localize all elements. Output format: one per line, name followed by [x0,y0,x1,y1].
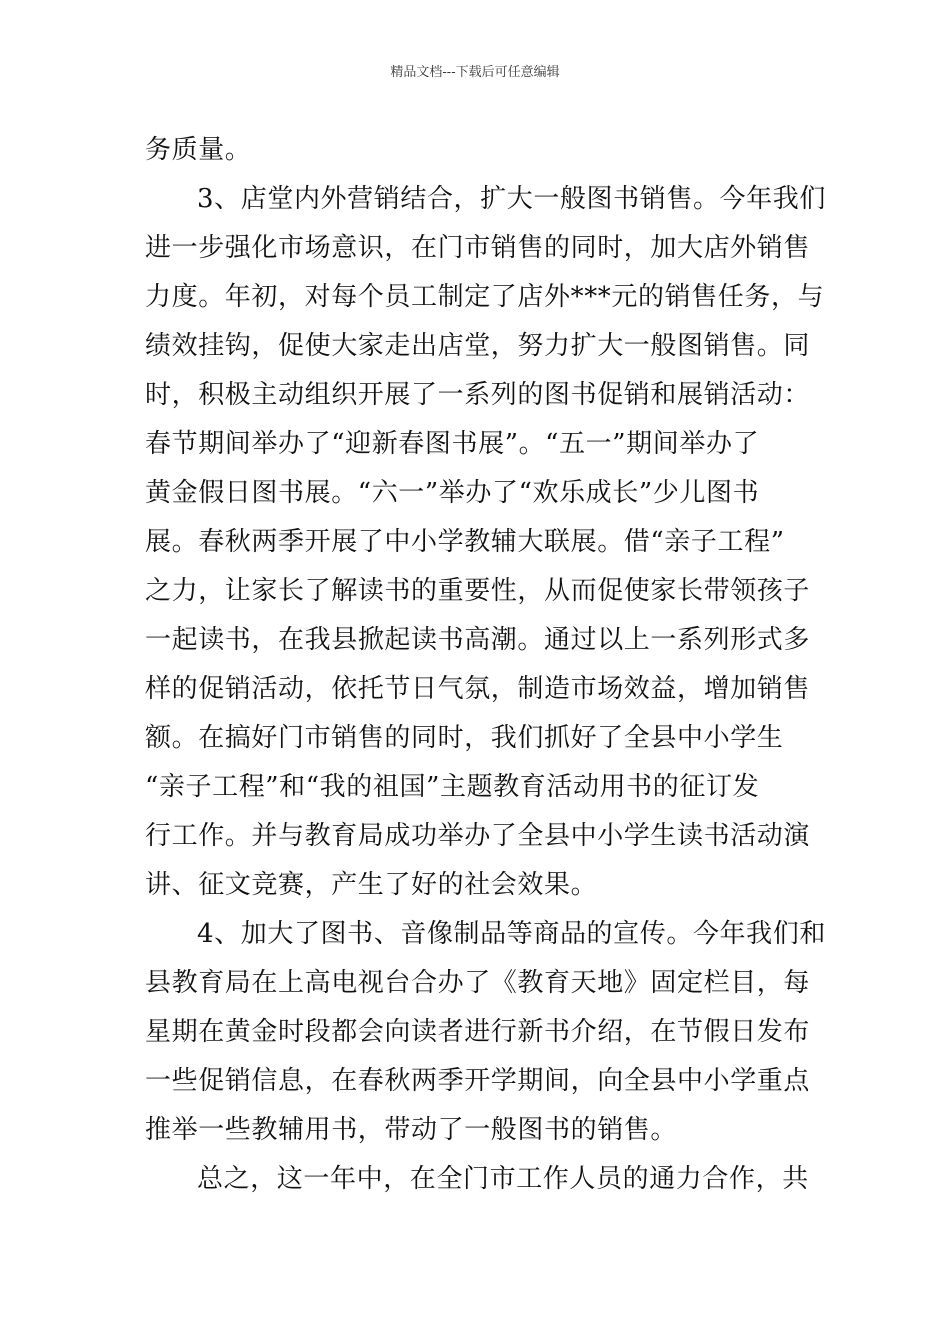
text-line: 讲、征文竞赛，产生了好的社会效果。 [145,870,598,900]
page-header: 精品文档---下载后可任意编辑 [390,65,560,80]
text-line: 进一步强化市场意识，在门市销售的同时，加大店外销售 [145,233,811,263]
text-line: 一起读书，在我县掀起读书高潮。通过以上一系列形式多 [145,625,811,655]
document-body [145,126,826,1204]
text-line: 一些促销信息，在春秋两季开学期间，向全县中小学重点 [145,1066,811,1096]
text-line: 春节期间举办了“迎新春图书展”。“五一”期间举办了 [145,429,760,459]
text-line: 黄金假日图书展。“六一”举办了“欢乐成长”少儿图书 [145,478,760,508]
text-line: 时，积极主动组织开展了一系列的图书促销和展销活动： [145,380,811,410]
text-line: 务质量。 [145,135,252,165]
text-line: 推举一些教辅用书，带动了一般图书的销售。 [145,1115,678,1145]
text-line: 力度。年初，对每个员工制定了店外***元的销售任务，与 [145,282,825,312]
text-line: 县教育局在上高电视台合办了《教育天地》固定栏目，每 [145,968,811,998]
text-line: 展。春秋两季开展了中小学教辅大联展。借“亲子工程” [145,527,785,557]
paragraph-3-start: 3、店堂内外营销结合，扩大一般图书销售。今年我们 [197,184,826,214]
text-line: 额。在搞好门市销售的同时，我们抓好了全县中小学生 [145,723,784,753]
paragraph-summary-start: 总之，这一年中，在全门市工作人员的通力合作，共 [197,1164,809,1194]
text-line: 行工作。并与教育局成功举办了全县中小学生读书活动演 [145,821,811,851]
text-line: 样的促销活动，依托节日气氛，制造市场效益，增加销售 [145,674,811,704]
text-line: 绩效挂钩，促使大家走出店堂，努力扩大一般图销售。同 [145,331,811,361]
text-line: 之力，让家长了解读书的重要性，从而促使家长带领孩子 [145,576,811,606]
text-line: “亲子工程”和“我的祖国”主题教育活动用书的征订发 [145,772,760,802]
paragraph-4-start: 4、加大了图书、音像制品等商品的宣传。今年我们和 [197,919,826,949]
text-line: 星期在黄金时段都会向读者进行新书介绍，在节假日发布 [145,1017,811,1047]
